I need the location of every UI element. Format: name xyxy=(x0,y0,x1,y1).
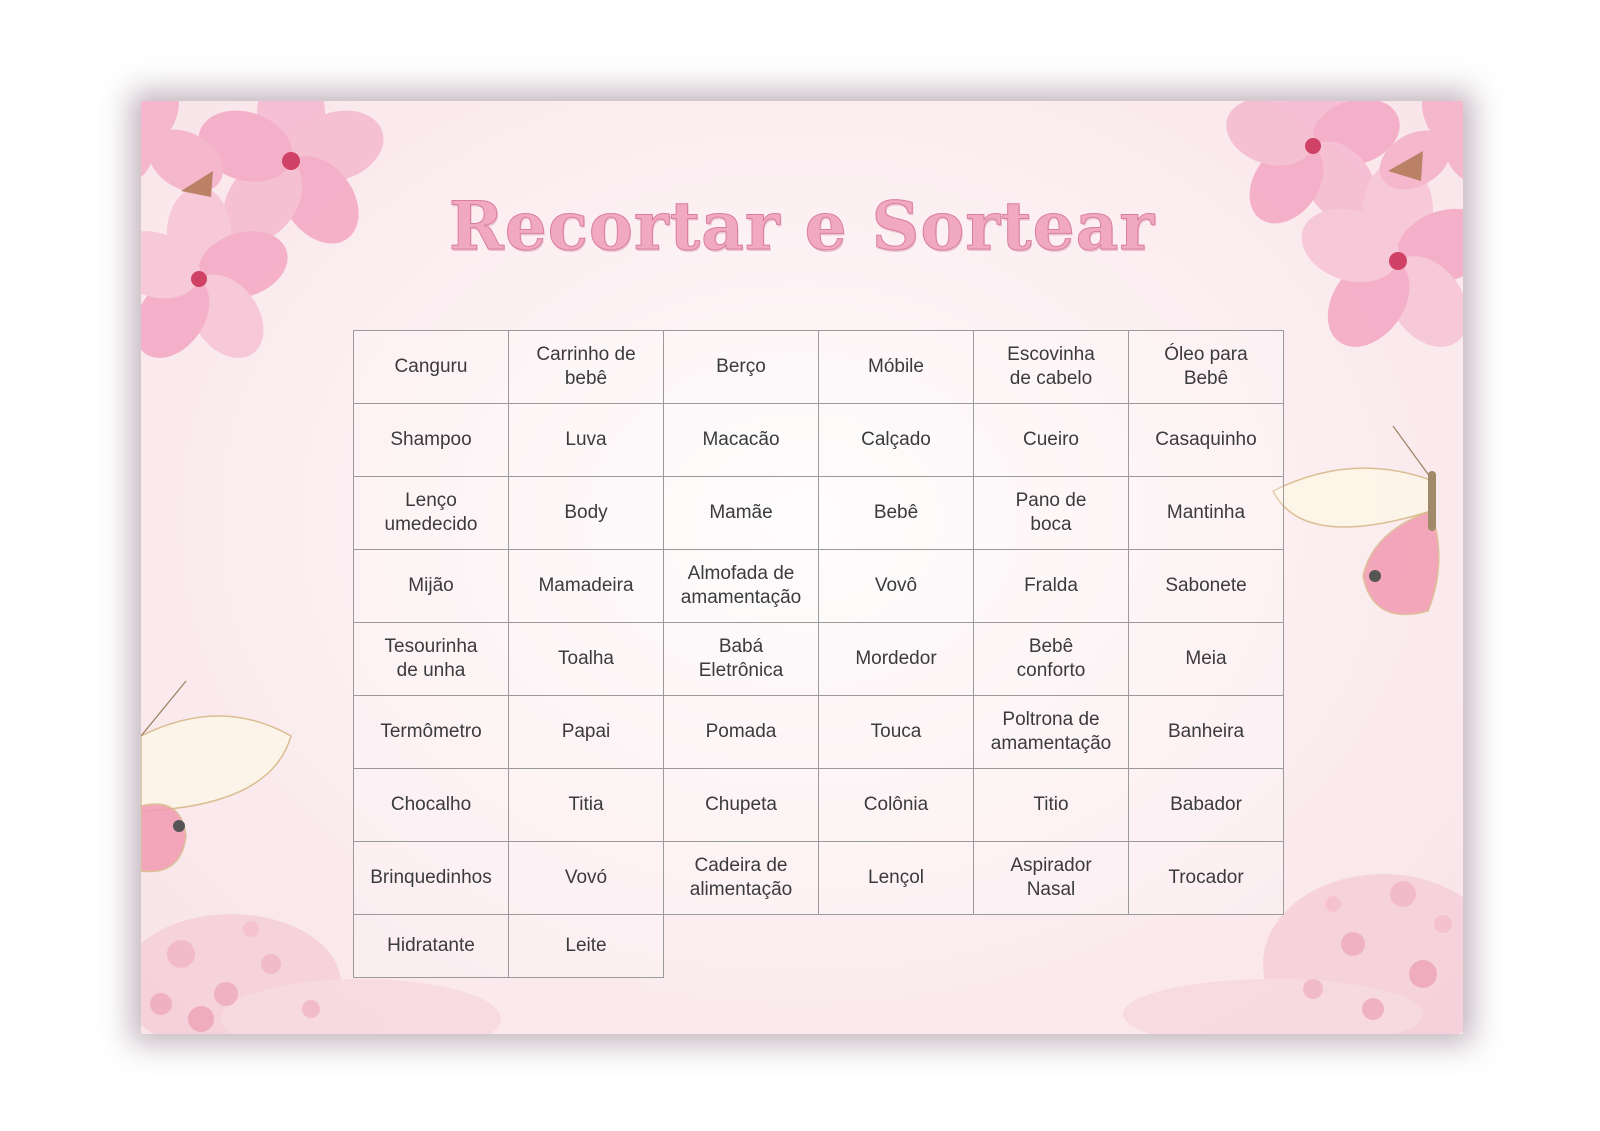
butterfly-icon xyxy=(1263,401,1463,631)
word-cell: Casaquinho xyxy=(1129,404,1284,477)
word-cell: Colônia xyxy=(819,769,974,842)
word-cell: Mantinha xyxy=(1129,477,1284,550)
word-cell: Titio xyxy=(974,769,1129,842)
empty-cell xyxy=(1129,915,1284,978)
empty-cell xyxy=(819,915,974,978)
grid-row xyxy=(354,331,1284,404)
word-cell: Bebê xyxy=(819,477,974,550)
page-title: Recortar e Sortear xyxy=(448,187,1156,265)
word-cell: Mijão xyxy=(354,550,509,623)
word-cell: Calçado xyxy=(819,404,974,477)
word-cell: Toalha xyxy=(509,623,664,696)
word-cell: Escovinha de cabelo xyxy=(974,331,1129,404)
word-cell: Brinquedinhos xyxy=(354,842,509,915)
word-cell: Touca xyxy=(819,696,974,769)
word-cell: Mamãe xyxy=(664,477,819,550)
word-cell: Vovó xyxy=(509,842,664,915)
word-cell: Tesourinha de unha xyxy=(354,623,509,696)
word-cell: Vovô xyxy=(819,550,974,623)
empty-cell xyxy=(974,915,1129,978)
grid-row xyxy=(354,477,1284,550)
grid-row xyxy=(354,623,1284,696)
word-grid-body xyxy=(354,331,1284,978)
word-cell: Trocador xyxy=(1129,842,1284,915)
grid-row xyxy=(354,842,1284,915)
grid-row xyxy=(354,550,1284,623)
word-cell: Mamadeira xyxy=(509,550,664,623)
empty-cell xyxy=(664,915,819,978)
word-cell: Lençol xyxy=(819,842,974,915)
grid-row xyxy=(354,915,1284,978)
word-cell: Cueiro xyxy=(974,404,1129,477)
word-cell: Poltrona de amamentação xyxy=(974,696,1129,769)
word-cell: Cadeira de alimentação xyxy=(664,842,819,915)
word-cell: Canguru xyxy=(354,331,509,404)
word-cell: Pomada xyxy=(664,696,819,769)
word-cell: Hidratante xyxy=(354,915,509,978)
word-cell: Meia xyxy=(1129,623,1284,696)
word-cell: Fralda xyxy=(974,550,1129,623)
grid-row xyxy=(354,769,1284,842)
word-cell: Macacão xyxy=(664,404,819,477)
word-cell: Leite xyxy=(509,915,664,978)
grid-row xyxy=(354,404,1284,477)
word-cell: Carrinho de bebê xyxy=(509,331,664,404)
word-cell: Shampoo xyxy=(354,404,509,477)
word-cell: Termômetro xyxy=(354,696,509,769)
word-cell: Papai xyxy=(509,696,664,769)
word-cell: Móbile xyxy=(819,331,974,404)
word-cell: Mordedor xyxy=(819,623,974,696)
word-cell: Pano de boca xyxy=(974,477,1129,550)
word-grid xyxy=(353,330,1284,978)
word-cell: Bebê conforto xyxy=(974,623,1129,696)
word-cell: Aspirador Nasal xyxy=(974,842,1129,915)
word-cell: Lenço umedecido xyxy=(354,477,509,550)
printable-card xyxy=(141,101,1463,1034)
word-cell: Babá Eletrônica xyxy=(664,623,819,696)
word-cell: Almofada de amamentação xyxy=(664,550,819,623)
word-cell: Banheira xyxy=(1129,696,1284,769)
word-cell: Babador xyxy=(1129,769,1284,842)
word-cell: Óleo para Bebê xyxy=(1129,331,1284,404)
word-cell: Chupeta xyxy=(664,769,819,842)
word-cell: Luva xyxy=(509,404,664,477)
word-cell: Chocalho xyxy=(354,769,509,842)
word-cell: Titia xyxy=(509,769,664,842)
word-cell: Sabonete xyxy=(1129,550,1284,623)
word-cell: Body xyxy=(509,477,664,550)
grid-row xyxy=(354,696,1284,769)
word-cell: Berço xyxy=(664,331,819,404)
